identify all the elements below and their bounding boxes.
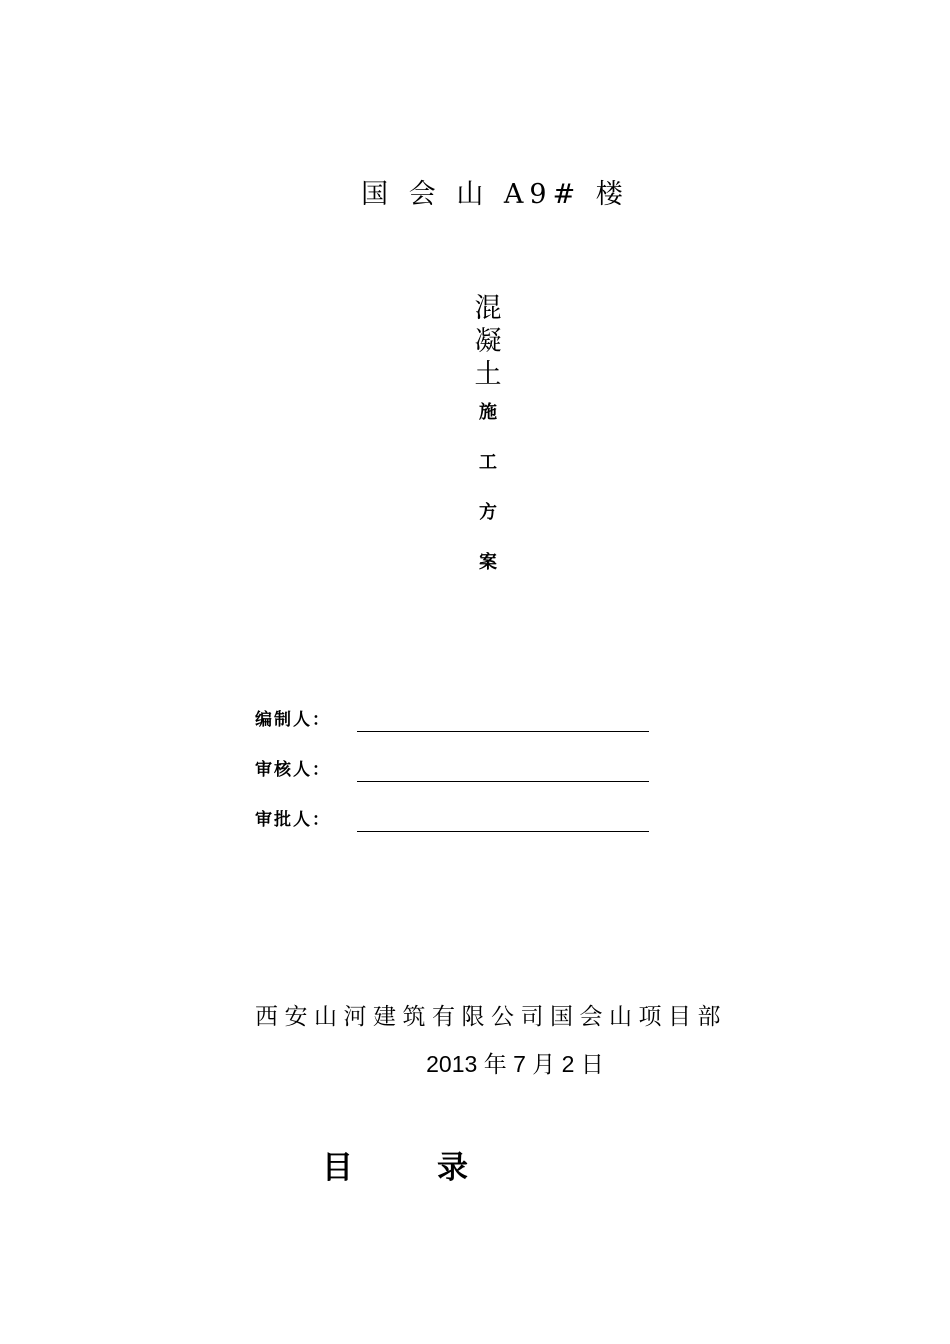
- plan-title-char: 土: [474, 359, 502, 390]
- plan-title-char: 方: [479, 502, 497, 523]
- approver-label: 审批人：: [255, 810, 331, 830]
- plan-title-char: 工: [479, 452, 497, 473]
- toc-heading-char: 目: [322, 1150, 353, 1186]
- compiler-label: 编制人：: [255, 710, 331, 730]
- plan-title-vertical: [470, 292, 506, 601]
- reviewer-signature-row: [255, 752, 655, 782]
- compiler-signature-row: [255, 702, 655, 732]
- document-date: 2013 年 7 月 2 日: [426, 1051, 604, 1077]
- plan-title-char: 凝: [474, 326, 502, 357]
- project-title: 国 会 山 A9# 楼: [361, 179, 629, 210]
- plan-title-char: 施: [479, 402, 497, 423]
- reviewer-label: 审核人：: [255, 760, 331, 780]
- approver-signature-row: [255, 802, 655, 832]
- company-name: 西安山河建筑有限公司国会山项目部: [255, 1004, 727, 1030]
- plan-title-char: 混: [474, 293, 502, 324]
- toc-heading-char: 录: [437, 1150, 468, 1186]
- compiler-signature-line: [357, 731, 649, 732]
- approver-signature-line: [357, 831, 649, 832]
- toc-heading: [322, 1142, 468, 1187]
- plan-title-char: 案: [479, 552, 497, 573]
- reviewer-signature-line: [357, 781, 649, 782]
